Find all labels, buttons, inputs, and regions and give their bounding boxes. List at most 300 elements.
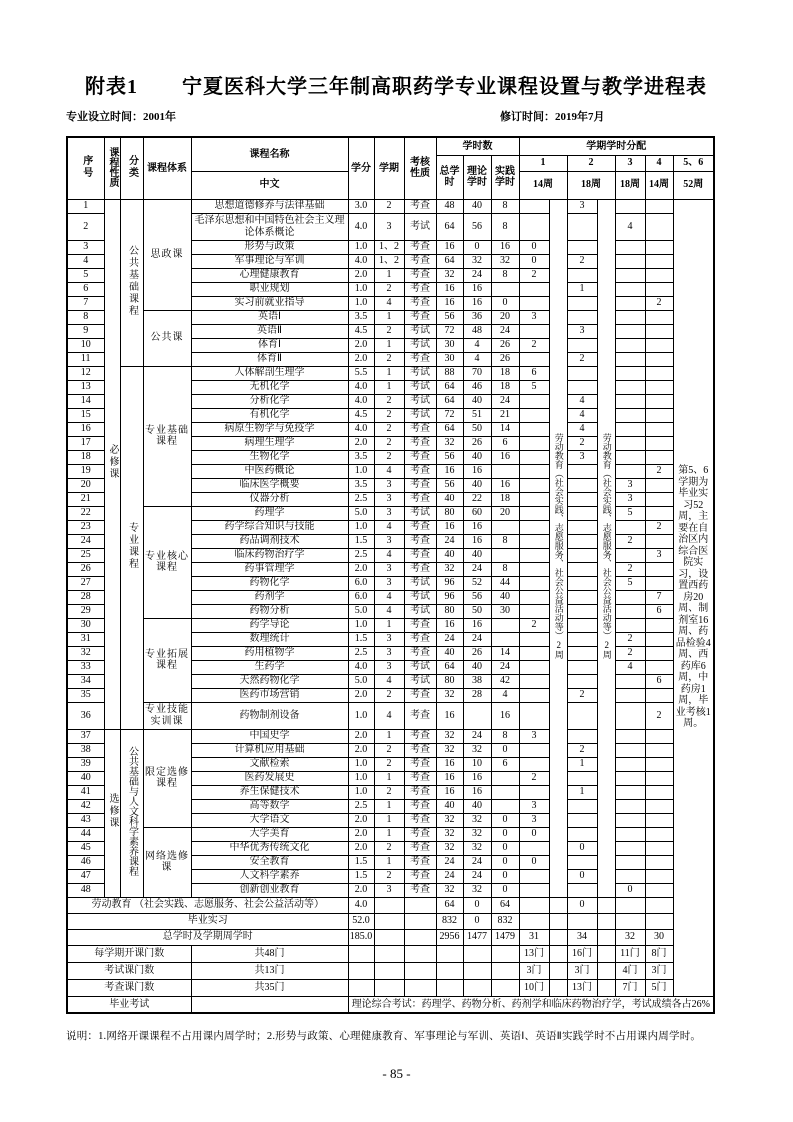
- cell-assessment: 考查: [404, 841, 436, 855]
- cell-index: 33: [67, 660, 104, 674]
- cell-semester: 2: [374, 324, 404, 338]
- cell-credit: 5.0: [348, 604, 374, 618]
- cell-semester: 3: [374, 492, 404, 506]
- cell-credit: 4.5: [348, 408, 374, 422]
- cell-semester: 4: [374, 702, 404, 729]
- cell-sem1-hours: [519, 674, 549, 688]
- cell-credit: 2.5: [348, 548, 374, 562]
- cell-credit: 1.0: [348, 618, 374, 632]
- cell-sem2-hours: 0: [567, 897, 597, 913]
- cell-sem1-hours: [519, 604, 549, 618]
- cell-sem2-hours: [567, 520, 597, 534]
- cell-theory-hours: 26: [463, 646, 491, 660]
- cell-sem2-hours: [567, 478, 597, 492]
- totals-label: 总学时及学期周学时: [67, 929, 348, 945]
- cell-practice-hours: 24: [491, 660, 519, 674]
- cell-credit: 2.0: [348, 743, 374, 757]
- cell-index: 42: [67, 799, 104, 813]
- cell-sem1-count: 3门: [519, 962, 549, 979]
- cell-index: 28: [67, 590, 104, 604]
- header-total-hours: 总学时: [436, 155, 463, 199]
- cell-practice-hours: 26: [491, 352, 519, 366]
- cell-total-hours: 64: [436, 380, 463, 394]
- courses-per-semester-row-count: 共48门: [191, 945, 348, 962]
- cell-sem4-hours: [645, 310, 673, 324]
- cell-sem1-hours: [519, 632, 549, 646]
- cell-course-name: 中医药概论: [191, 464, 348, 478]
- cell-assessment: 考查: [404, 757, 436, 771]
- cell-sem2-hours: 2: [567, 254, 597, 268]
- cell-course-name: 创新创业教育: [191, 883, 348, 897]
- cell-sem2-hours: [567, 506, 597, 520]
- cell-credit: 1.0: [348, 240, 374, 254]
- system-group: 专业核心课程: [143, 506, 191, 618]
- course-row: [67, 702, 714, 729]
- cell-sem3-hours: [615, 199, 645, 213]
- cell-assessment: 考查: [404, 771, 436, 785]
- category-group-label: 专业课程: [126, 521, 138, 570]
- cell-theory-hours: 24: [463, 268, 491, 282]
- cell-total-hours: [436, 962, 463, 979]
- cell-sem4-hours: [645, 338, 673, 352]
- cell-semester: 1: [374, 380, 404, 394]
- cell-practice-hours: 24: [491, 324, 519, 338]
- courses-per-semester-row-label: 每学期开课门数: [67, 945, 191, 962]
- cell-sem4-hours: 2: [645, 702, 673, 729]
- strip-spacer: [597, 929, 615, 945]
- cell-course-name: 药理学: [191, 506, 348, 520]
- cell-course-name: 英语Ⅰ: [191, 310, 348, 324]
- cell-practice-hours: 18: [491, 492, 519, 506]
- cell-sem1-hours: 0: [519, 240, 549, 254]
- cell-practice-hours: 8: [491, 213, 519, 240]
- cell-sem4-hours: [645, 268, 673, 282]
- cell-assessment: 考查: [404, 534, 436, 548]
- cell-assessment: 考查: [404, 688, 436, 702]
- cell-sem3-hours: [615, 688, 645, 702]
- cell-sem4-hours: [645, 913, 673, 929]
- cell-semester: 4: [374, 674, 404, 688]
- cell-credit: 1.0: [348, 296, 374, 310]
- header-semester: 学期: [374, 137, 404, 199]
- cell-credit: 1.5: [348, 855, 374, 869]
- graduation-exam-label: 毕业考试: [67, 996, 191, 1013]
- cell-sem1-hours: [519, 478, 549, 492]
- cell-practice-hours: 18: [491, 380, 519, 394]
- cell-course-name: 药物制剂设备: [191, 702, 348, 729]
- cell-sem1-hours: [519, 394, 549, 408]
- cell-sem3-hours: 32: [615, 929, 645, 945]
- cell-total-hours: [436, 979, 463, 996]
- cell-sem3-count: 11门: [615, 945, 645, 962]
- header-chinese: 中文: [191, 171, 348, 199]
- cell-theory-hours: 40: [463, 548, 491, 562]
- cell-practice-hours: [491, 464, 519, 478]
- system-group: 网络选修课: [143, 827, 191, 897]
- cell-credit: 1.5: [348, 534, 374, 548]
- cell-practice-hours: 18: [491, 366, 519, 380]
- cell-total-hours: [436, 945, 463, 962]
- cell-sem1-hours: [519, 506, 549, 520]
- cell-total-hours: 16: [436, 464, 463, 478]
- cell-course-name: 临床医学概要: [191, 478, 348, 492]
- cell-assessment: 考查: [404, 729, 436, 743]
- cell-theory-hours: 70: [463, 366, 491, 380]
- cell-sem4-hours: [645, 506, 673, 520]
- cell-semester: [374, 945, 404, 962]
- cell-practice-hours: 0: [491, 855, 519, 869]
- header-sem-4: 4: [645, 155, 673, 171]
- cell-credit: 1.0: [348, 282, 374, 296]
- cell-total-hours: 16: [436, 520, 463, 534]
- cell-practice-hours: 0: [491, 841, 519, 855]
- cell-assessment: 考查: [404, 743, 436, 757]
- cell-credit: 1.5: [348, 869, 374, 883]
- cell-practice-hours: 4: [491, 688, 519, 702]
- cell-total-hours: 64: [436, 660, 463, 674]
- cell-credit: 1.0: [348, 520, 374, 534]
- cell-sem4-hours: [645, 743, 673, 757]
- cell-practice-hours: 14: [491, 422, 519, 436]
- cell-course-name: 毛泽东思想和中国特色社会主义理论体系概论: [191, 213, 348, 240]
- cell-theory-hours: 36: [463, 310, 491, 324]
- cell-credit: 1.0: [348, 771, 374, 785]
- cell-practice-hours: [491, 785, 519, 799]
- cell-sem1-hours: [519, 913, 549, 929]
- cell-credit: 2.0: [348, 352, 374, 366]
- cell-assessment: 考试: [404, 380, 436, 394]
- cell-sem1-hours: [519, 869, 549, 883]
- cell-theory-hours: 16: [463, 618, 491, 632]
- cell-sem4-hours: [645, 562, 673, 576]
- cell-theory-hours: 56: [463, 213, 491, 240]
- cell-index: 4: [67, 254, 104, 268]
- cell-practice-hours: 0: [491, 296, 519, 310]
- header-sem-56: 5、6: [673, 155, 714, 171]
- cell-course-name: 中国史学: [191, 729, 348, 743]
- cell-total-hours: 24: [436, 869, 463, 883]
- cell-credit: 4.5: [348, 324, 374, 338]
- cell-index: 22: [67, 506, 104, 520]
- cell-sem3-hours: 5: [615, 576, 645, 590]
- cell-sem1-hours: 3: [519, 729, 549, 743]
- revised-date: 修订时间：2019年7月: [500, 111, 605, 123]
- cell-practice-hours: 16: [491, 240, 519, 254]
- cell-sem2-hours: 4: [567, 422, 597, 436]
- cell-course-name: 药事管理学: [191, 562, 348, 576]
- cell-practice-hours: 8: [491, 729, 519, 743]
- cell-sem2-hours: [567, 913, 597, 929]
- cell-sem4-hours: [645, 897, 673, 913]
- cell-credit: 2.0: [348, 841, 374, 855]
- cell-credit: 1.0: [348, 464, 374, 478]
- cell-index: 13: [67, 380, 104, 394]
- cell-sem2-hours: [567, 674, 597, 688]
- cell-sem3-hours: [615, 394, 645, 408]
- cell-sem4-hours: 2: [645, 464, 673, 478]
- cell-sem2-hours: 3: [567, 324, 597, 338]
- cell-sem2-hours: [567, 604, 597, 618]
- cell-sem4-hours: [645, 883, 673, 897]
- cell-course-name: 职业规划: [191, 282, 348, 296]
- cell-index: 48: [67, 883, 104, 897]
- cell-course-name: 军事理论与军训: [191, 254, 348, 268]
- cell-theory-hours: 51: [463, 408, 491, 422]
- cell-course-name: 医药市场营销: [191, 688, 348, 702]
- cell-assessment: 考查: [404, 548, 436, 562]
- cell-assessment: 考试: [404, 660, 436, 674]
- cell-course-name: 药学导论: [191, 618, 348, 632]
- cell-sem2-hours: [567, 240, 597, 254]
- cell-sem2-hours: [567, 855, 597, 869]
- cell-total-hours: 40: [436, 492, 463, 506]
- cell-sem3-hours: [615, 729, 645, 743]
- strip-spacer: [549, 979, 567, 996]
- cell-practice-hours: 20: [491, 310, 519, 324]
- cell-theory-hours: 40: [463, 660, 491, 674]
- cell-credit: 185.0: [348, 929, 374, 945]
- cell-index: 18: [67, 450, 104, 464]
- cell-credit: 4.0: [348, 254, 374, 268]
- cell-total-hours: 40: [436, 799, 463, 813]
- cell-sem4-hours: [645, 282, 673, 296]
- cell-practice-hours: 0: [491, 743, 519, 757]
- cell-semester: 1、2: [374, 254, 404, 268]
- cell-sem4-hours: [645, 618, 673, 632]
- cell-credit: 2.0: [348, 729, 374, 743]
- cell-sem1-hours: [519, 646, 549, 660]
- cell-sem3-hours: [615, 380, 645, 394]
- cell-sem4-hours: 7: [645, 590, 673, 604]
- cell-total-hours: 64: [436, 422, 463, 436]
- cell-credit: 4.0: [348, 660, 374, 674]
- cell-course-name: 文献检索: [191, 757, 348, 771]
- cell-semester: 2: [374, 757, 404, 771]
- cell-sem4-hours: 30: [645, 929, 673, 945]
- cell-total-hours: 24: [436, 855, 463, 869]
- cell-sem3-count: 4门: [615, 962, 645, 979]
- cell-sem4-hours: [645, 240, 673, 254]
- cell-sem4-hours: 6: [645, 674, 673, 688]
- cell-sem2-hours: [567, 813, 597, 827]
- cell-semester: 1: [374, 827, 404, 841]
- cell-credit: 5.5: [348, 366, 374, 380]
- cell-sem4-hours: [645, 478, 673, 492]
- cell-semester: 3: [374, 660, 404, 674]
- cell-practice-hours: 8: [491, 199, 519, 213]
- cell-sem2-hours: 1: [567, 785, 597, 799]
- cell-assessment: 考查: [404, 254, 436, 268]
- cell-assessment: 考试: [404, 408, 436, 422]
- cell-course-name: 英语Ⅱ: [191, 324, 348, 338]
- cell-theory-hours: 16: [463, 296, 491, 310]
- cell-theory-hours: 46: [463, 380, 491, 394]
- cell-sem2-hours: 3: [567, 199, 597, 213]
- cell-total-hours: 80: [436, 506, 463, 520]
- cell-sem1-hours: 3: [519, 799, 549, 813]
- cell-credit: 5.0: [348, 674, 374, 688]
- graduation-exam-row: [67, 996, 714, 1013]
- cell-semester: 4: [374, 548, 404, 562]
- cell-practice-hours: [491, 548, 519, 562]
- cell-sem4-hours: 3: [645, 548, 673, 562]
- cell-sem4-count: 5门: [645, 979, 673, 996]
- cell-sem3-hours: [615, 869, 645, 883]
- cell-sem1-hours: 2: [519, 771, 549, 785]
- cell-practice-hours: 14: [491, 646, 519, 660]
- category-group-label: 公共基础课程: [126, 244, 138, 317]
- cell-semester: 4: [374, 464, 404, 478]
- cell-assessment: 考试: [404, 394, 436, 408]
- cell-assessment: 考查: [404, 450, 436, 464]
- cell-semester: 2: [374, 743, 404, 757]
- cell-index: 35: [67, 688, 104, 702]
- cell-sem3-hours: [615, 604, 645, 618]
- cell-theory-hours: 40: [463, 199, 491, 213]
- cell-semester: 2: [374, 394, 404, 408]
- header-practice-hours: 实践学时: [491, 155, 519, 199]
- cell-theory-hours: 40: [463, 478, 491, 492]
- cell-sem4-hours: [645, 771, 673, 785]
- cell-course-name: 高等数学: [191, 799, 348, 813]
- course-row: [67, 310, 714, 324]
- cell-semester: [374, 929, 404, 945]
- cell-sem1-hours: 0: [519, 827, 549, 841]
- cell-sem1-hours: [519, 492, 549, 506]
- cell-assessment: 考查: [404, 883, 436, 897]
- cell-total-hours: 32: [436, 436, 463, 450]
- header-course-name: 课程名称: [191, 137, 348, 171]
- cell-sem3-hours: [615, 771, 645, 785]
- cell-sem3-hours: 2: [615, 646, 645, 660]
- cell-assessment: 考试: [404, 338, 436, 352]
- cell-sem1-hours: 3: [519, 813, 549, 827]
- cell-sem4-hours: [645, 436, 673, 450]
- cell-sem4-hours: [645, 366, 673, 380]
- graduation-exam-text: 理论综合考试：药理学、药物分析、药剂学和临床药物治疗学，考试成绩各占26%: [348, 996, 714, 1013]
- cell-credit: 6.0: [348, 576, 374, 590]
- footnote: 说明：1.网络开课课程不占用课内周学时；2.形势与政策、心理健康教育、军事理论与军训、英语Ⅰ、英语Ⅱ实践学时不占用课内周学时。: [66, 1031, 702, 1042]
- system-group: 公共课: [143, 310, 191, 366]
- labor-education-strip-2-label: 劳动教育（社会实践、志愿服务、社会公益活动等）2周: [601, 433, 612, 660]
- cell-sem4-hours: [645, 199, 673, 213]
- cell-sem1-hours: [519, 534, 549, 548]
- cell-total-hours: 32: [436, 562, 463, 576]
- cell-assessment: 考查: [404, 492, 436, 506]
- cell-index: 1: [67, 199, 104, 213]
- cell-theory-hours: 28: [463, 688, 491, 702]
- cell-sem2-hours: 1: [567, 757, 597, 771]
- cell-sem3-hours: 4: [615, 660, 645, 674]
- cell-total-hours: 80: [436, 604, 463, 618]
- cell-course-name: 病理生理学: [191, 436, 348, 450]
- cell-credit: 2.0: [348, 827, 374, 841]
- cell-total-hours: 16: [436, 282, 463, 296]
- cell-index: 16: [67, 422, 104, 436]
- cell-theory-hours: 32: [463, 841, 491, 855]
- cell-sem1-hours: 31: [519, 929, 549, 945]
- graduation-internship-row-label: 毕业实习: [67, 913, 348, 929]
- cell-credit: 1.0: [348, 785, 374, 799]
- cell-sem4-hours: [645, 799, 673, 813]
- cell-sem2-hours: [567, 660, 597, 674]
- cell-sem3-hours: [615, 618, 645, 632]
- subtitle-line: [66, 108, 713, 124]
- title-text: 宁夏医科大学三年制高职药学专业课程设置与教学进程表: [182, 76, 707, 98]
- cell-assessment: 考查: [404, 646, 436, 660]
- cell-sem4-hours: [645, 408, 673, 422]
- cell-credit: 4.0: [348, 897, 374, 913]
- cell-semester: 2: [374, 841, 404, 855]
- cell-theory-hours: 32: [463, 254, 491, 268]
- cell-sem2-hours: 3: [567, 450, 597, 464]
- cell-credit: 1.0: [348, 702, 374, 729]
- cell-practice-hours: [491, 799, 519, 813]
- established-date: 专业设立时间：2001年: [66, 111, 176, 123]
- cell-assessment: 考查: [404, 869, 436, 883]
- cell-semester: 3: [374, 534, 404, 548]
- cell-total-hours: 30: [436, 352, 463, 366]
- cell-assessment: 考查: [404, 520, 436, 534]
- cell-index: 44: [67, 827, 104, 841]
- cell-index: 15: [67, 408, 104, 422]
- cell-theory-hours: 32: [463, 813, 491, 827]
- cell-assessment: [404, 913, 436, 929]
- cell-theory-hours: 32: [463, 743, 491, 757]
- cell-practice-hours: [491, 945, 519, 962]
- cell-practice-hours: 8: [491, 534, 519, 548]
- cell-credit: 2.5: [348, 492, 374, 506]
- cell-assessment: 考查: [404, 199, 436, 213]
- strip-spacer: [549, 929, 567, 945]
- cell-index: 27: [67, 576, 104, 590]
- cell-credit: 4.0: [348, 213, 374, 240]
- cell-sem4-count: 3门: [645, 962, 673, 979]
- cell-assessment: 考查: [404, 478, 436, 492]
- exam-courses-row-label: 考试课门数: [67, 962, 191, 979]
- cell-credit: 2.5: [348, 799, 374, 813]
- cell-index: 40: [67, 771, 104, 785]
- cell-index: 7: [67, 296, 104, 310]
- cell-theory-hours: 0: [463, 240, 491, 254]
- cell-sem3-hours: [615, 268, 645, 282]
- cell-theory-hours: 16: [463, 520, 491, 534]
- cell-total-hours: 32: [436, 743, 463, 757]
- cell-index: 39: [67, 757, 104, 771]
- cell-practice-hours: 8: [491, 268, 519, 282]
- cell-assessment: 考试: [404, 366, 436, 380]
- title-prefix: 附表1: [85, 76, 138, 98]
- cell-sem4-hours: [645, 213, 673, 240]
- exam-courses-row: [67, 962, 714, 979]
- cell-total-hours: 32: [436, 883, 463, 897]
- cell-sem1-hours: 2: [519, 268, 549, 282]
- cell-credit: 2.0: [348, 813, 374, 827]
- cell-index: 11: [67, 352, 104, 366]
- cell-semester: 1: [374, 618, 404, 632]
- cell-sem4-hours: 6: [645, 604, 673, 618]
- cell-assessment: 考查: [404, 827, 436, 841]
- course-row: [67, 618, 714, 632]
- cell-theory-hours: 10: [463, 757, 491, 771]
- cell-total-hours: 64: [436, 254, 463, 268]
- cell-assessment: [404, 945, 436, 962]
- cell-sem1-hours: [519, 702, 549, 729]
- cell-sem2-hours: 2: [567, 743, 597, 757]
- cell-sem2-hours: 4: [567, 394, 597, 408]
- cell-assessment: 考试: [404, 590, 436, 604]
- cell-sem4-hours: [645, 855, 673, 869]
